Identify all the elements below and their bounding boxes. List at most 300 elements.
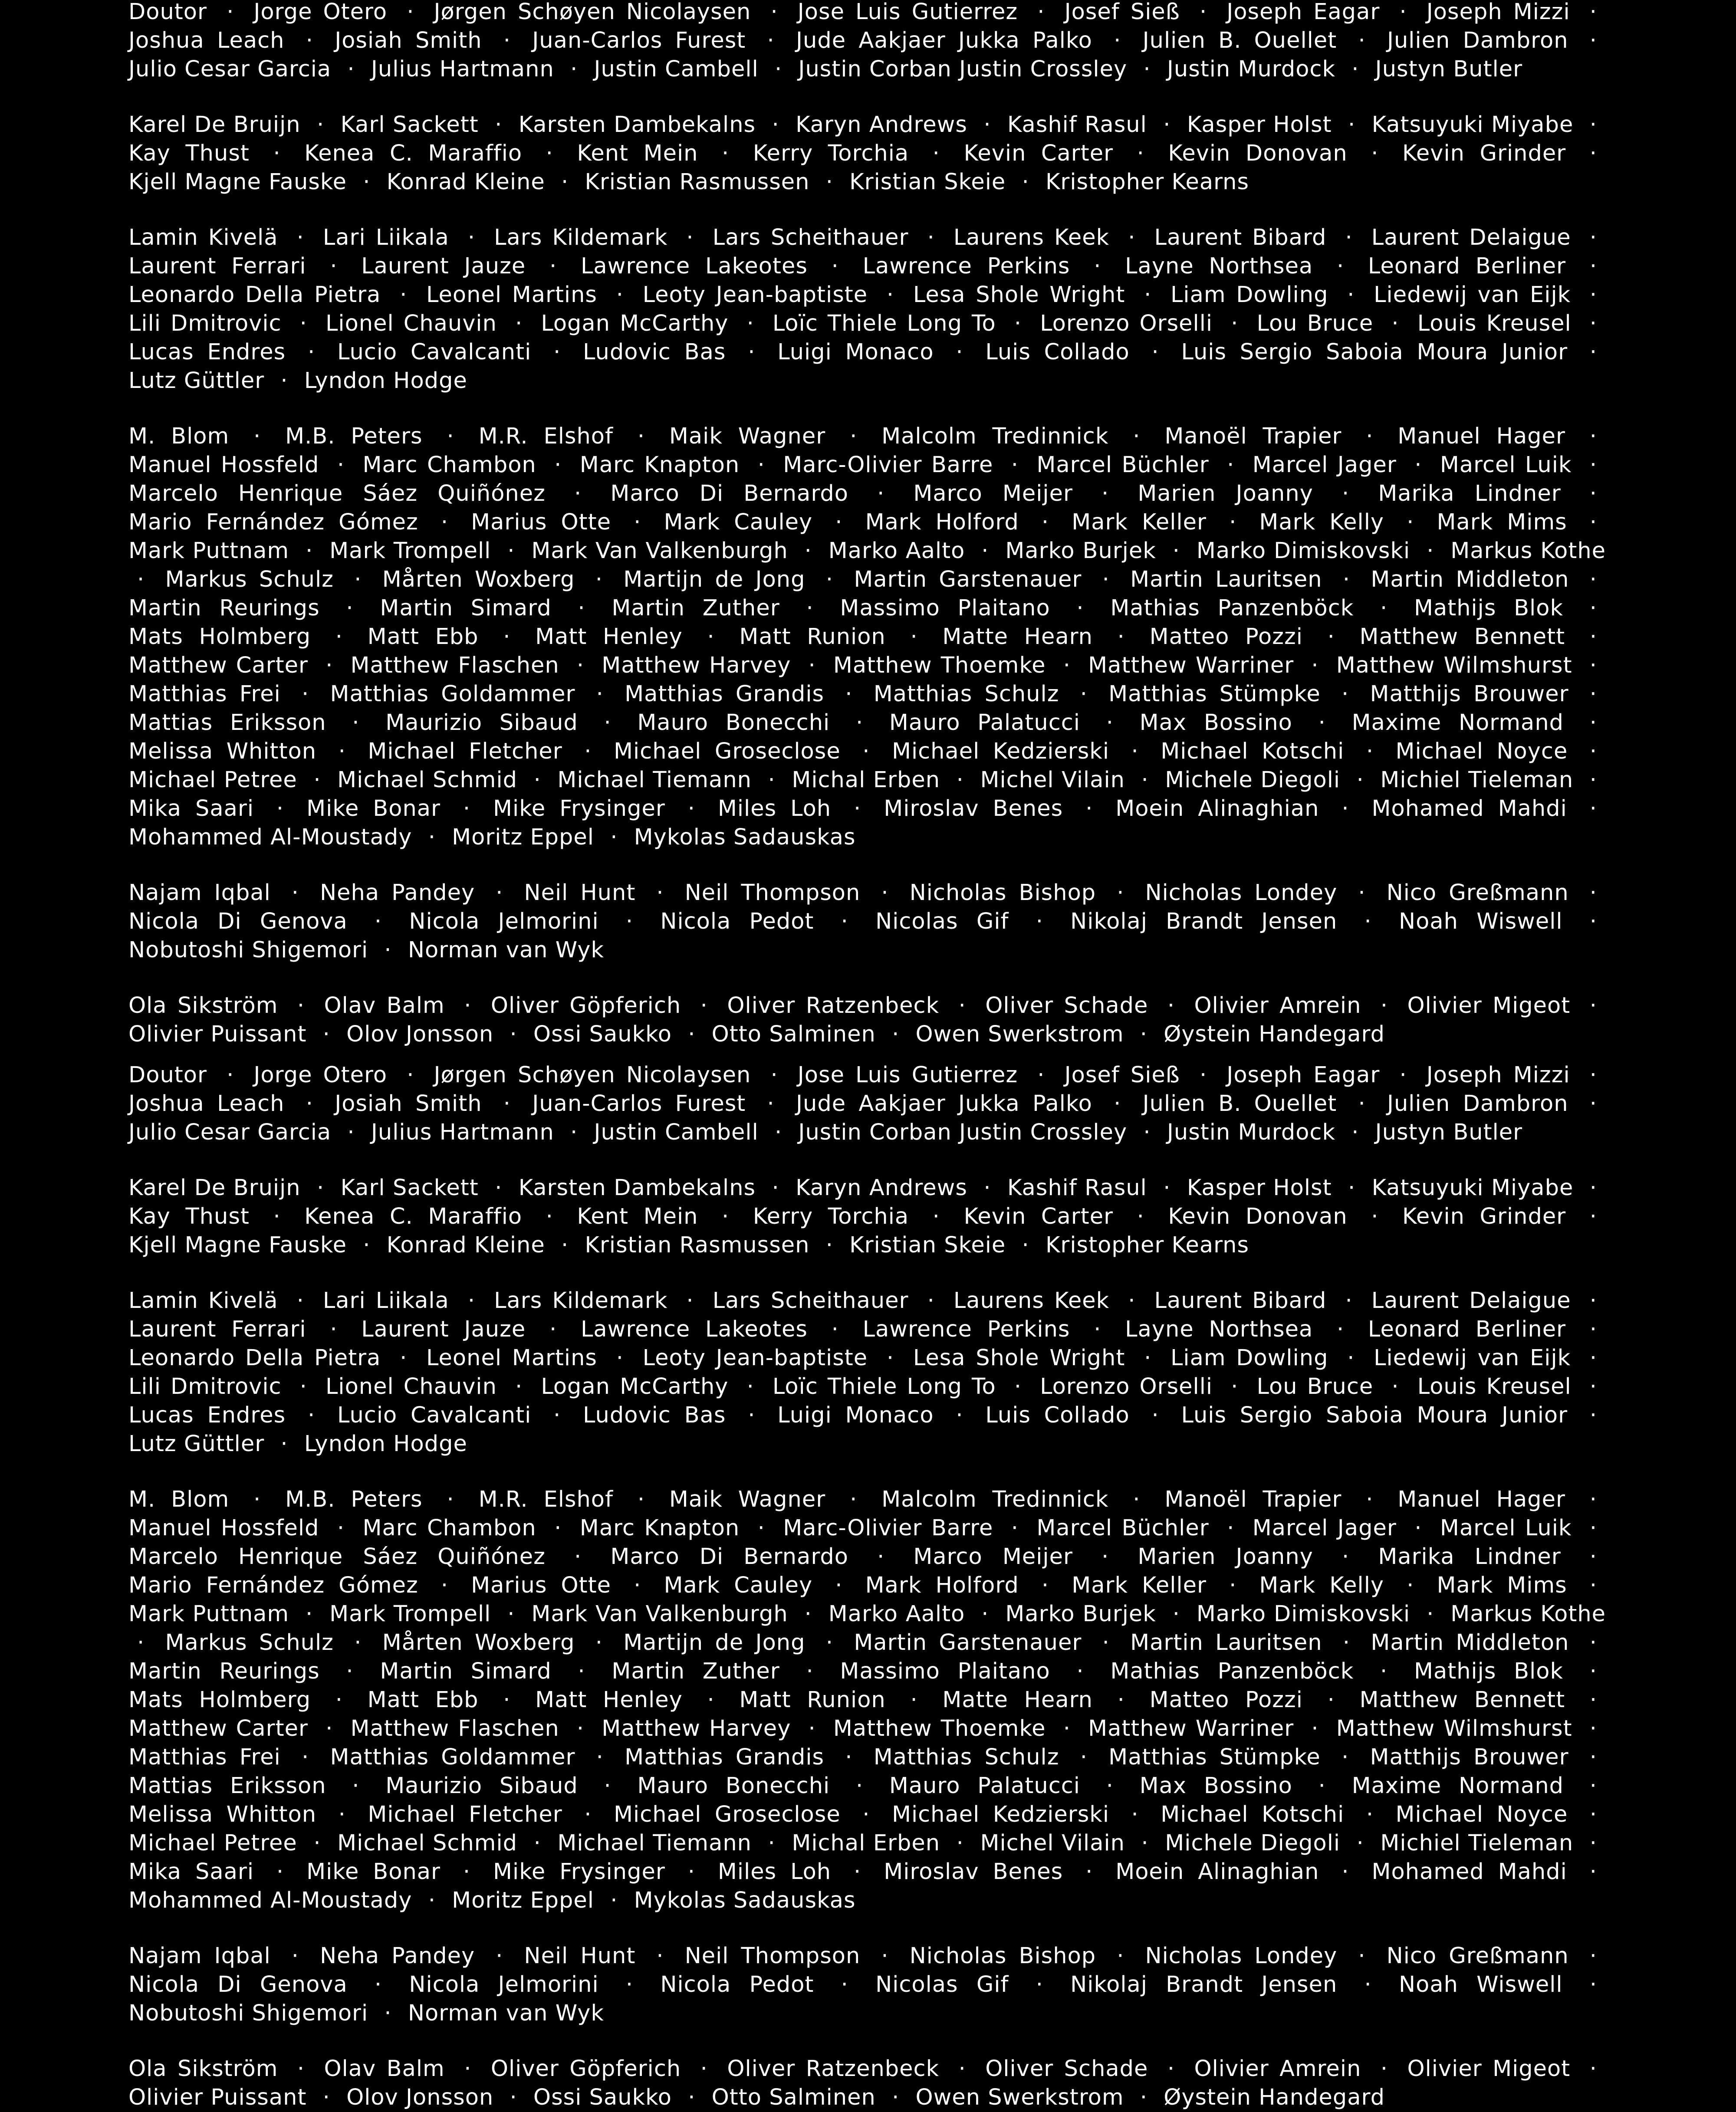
name-separator: · xyxy=(1036,909,1043,934)
name-separator: · xyxy=(1351,1120,1359,1145)
name-separator: · xyxy=(1391,311,1399,336)
name-separator: · xyxy=(1106,710,1114,736)
credit-name: Martin Middleton xyxy=(1371,1630,1569,1655)
credit-name: Mathijs Blok xyxy=(1414,1659,1564,1684)
credit-name: Michele Diegoli xyxy=(1165,767,1341,793)
name-separator: · xyxy=(595,567,603,592)
name-separator: · xyxy=(280,1431,288,1457)
credit-name: Neha Pandey xyxy=(320,1943,475,1969)
credit-name: M.R. Elshof xyxy=(478,424,613,449)
credit-name: Manuel Hager xyxy=(1397,1487,1565,1512)
credit-name: Karl Sackett xyxy=(340,112,479,138)
credit-name: Marko Burjek xyxy=(1005,538,1156,564)
name-separator: · xyxy=(825,1630,834,1655)
name-separator: · xyxy=(804,538,812,564)
credit-name: Martin Simard xyxy=(380,1659,552,1684)
credit-name: Michael Schmid xyxy=(337,1830,518,1856)
credit-name: Lyndon Hodge xyxy=(304,1431,467,1457)
credit-name: Kristian Skeie xyxy=(849,169,1006,195)
credit-name: Marika Lindner xyxy=(1378,481,1561,506)
name-separator: · xyxy=(637,424,645,449)
credit-name: Marco Di Bernardo xyxy=(610,1544,848,1570)
credit-name: Owen Swerkstrom xyxy=(915,2085,1124,2110)
name-separator: · xyxy=(515,311,523,336)
name-separator: · xyxy=(958,2056,966,2082)
credit-name: Ossi Saukko xyxy=(533,2085,672,2110)
name-separator: · xyxy=(1336,253,1345,279)
name-separator: · xyxy=(297,2056,305,2082)
name-separator: · xyxy=(886,282,894,308)
credit-name: Manoël Trapier xyxy=(1164,424,1342,449)
name-separator: · xyxy=(253,1487,261,1512)
credit-name: Neha Pandey xyxy=(320,880,475,906)
credit-name: Katsuyuki Miyabe xyxy=(1371,112,1574,138)
credit-name: Julio Cesar Garcia xyxy=(128,56,332,82)
name-separator: · xyxy=(307,339,316,365)
credit-name: Neil Hunt xyxy=(524,880,636,906)
name-separator: · xyxy=(1128,1288,1136,1314)
credit-name: Lili Dmitrovic xyxy=(128,1374,282,1399)
name-separator: · xyxy=(553,339,561,365)
credit-name: Julius Hartmann xyxy=(371,1120,554,1145)
credit-name: Michael Noyce xyxy=(1395,1802,1568,1827)
name-separator: · xyxy=(1356,1830,1364,1856)
name-separator: · xyxy=(1106,1773,1114,1799)
name-separator: · xyxy=(1163,112,1171,138)
credit-name: Nicola Jelmorini xyxy=(409,909,599,934)
name-separator: · xyxy=(932,1204,940,1229)
name-separator: · xyxy=(1229,1573,1237,1598)
name-separator: · xyxy=(553,1403,561,1428)
credit-name: Neil Hunt xyxy=(524,1943,636,1969)
name-separator: · xyxy=(656,1943,664,1969)
name-separator: · xyxy=(1227,452,1235,478)
name-separator: · xyxy=(463,1859,471,1885)
credit-name: Matthew Harvey xyxy=(602,1716,791,1741)
credit-name: Nicolas Gif xyxy=(875,909,1009,934)
name-separator: · xyxy=(1102,567,1110,592)
name-separator: · xyxy=(1151,339,1159,365)
name-separator: · xyxy=(346,1659,354,1684)
credit-name: Michael Groseclose xyxy=(613,739,841,764)
credit-name: Laurent Ferrari xyxy=(128,1317,306,1342)
name-separator: · xyxy=(1589,225,1597,250)
name-separator: · xyxy=(1318,1773,1326,1799)
credit-name: Marika Lindner xyxy=(1378,1544,1561,1570)
name-separator: · xyxy=(533,767,541,793)
name-separator: · xyxy=(1589,1515,1598,1541)
credit-name: Ludovic Bas xyxy=(583,1403,726,1428)
name-separator: · xyxy=(1589,1972,1598,1997)
credit-name: Nicholas Londey xyxy=(1145,1943,1338,1969)
name-separator: · xyxy=(354,567,362,592)
credit-name: Joseph Eagar xyxy=(1226,1062,1380,1088)
name-separator: · xyxy=(363,1232,371,1258)
credit-name: Justin Corban Justin Crossley xyxy=(798,1120,1128,1145)
name-separator: · xyxy=(1589,1175,1597,1201)
name-separator: · xyxy=(1589,1659,1597,1684)
credit-name: Maik Wagner xyxy=(669,424,826,449)
name-separator: · xyxy=(1341,1859,1349,1885)
credit-name: Mark Van Valkenburgh xyxy=(531,1601,788,1627)
credit-name: Matte Hearn xyxy=(942,624,1093,650)
credit-name: Lawrence Perkins xyxy=(862,1317,1070,1342)
name-separator: · xyxy=(1014,1374,1022,1399)
credit-name: Markus Kothe xyxy=(1450,538,1606,564)
credit-name: Max Bossino xyxy=(1139,710,1292,736)
credit-name: Marko Dimiskovski xyxy=(1196,538,1410,564)
credit-name: Michael Petree xyxy=(128,1830,297,1856)
credit-name: Norman van Wyk xyxy=(408,937,604,963)
name-separator: · xyxy=(721,1204,730,1229)
name-separator: · xyxy=(306,1091,313,1117)
credit-name: Matthias Schulz xyxy=(873,681,1059,707)
credit-name: Mark Trompell xyxy=(329,538,491,564)
credits-block-o-1 xyxy=(128,992,1606,1049)
credits-block-k-2 xyxy=(128,1174,1606,1260)
credit-name: Marc Knapton xyxy=(579,1515,740,1541)
name-separator: · xyxy=(335,1687,343,1713)
name-separator: · xyxy=(855,710,864,736)
credit-name: Ludovic Bas xyxy=(583,339,726,365)
credit-name: Michael Noyce xyxy=(1395,739,1568,764)
name-separator: · xyxy=(854,1859,861,1885)
name-separator: · xyxy=(1351,56,1359,82)
credit-name: Mauro Bonecchi xyxy=(637,710,830,736)
name-separator: · xyxy=(467,1288,476,1314)
name-separator: · xyxy=(1163,1175,1171,1201)
credit-name: Martin Middleton xyxy=(1371,567,1569,592)
credit-name: Markus Schulz xyxy=(165,1630,334,1655)
credit-name: Michael Schmid xyxy=(337,767,518,793)
credit-name: Layne Northsea xyxy=(1125,1317,1313,1342)
credit-name: Nicholas Bishop xyxy=(909,1943,1096,1969)
credit-name: Nico Greßmann xyxy=(1386,1943,1569,1969)
name-separator: · xyxy=(604,710,612,736)
credit-name: Melissa Whitton xyxy=(128,1802,317,1827)
credit-name: Matt Ebb xyxy=(367,1687,479,1713)
credit-name: Luis Collado xyxy=(985,1403,1130,1428)
credit-name: Marc-Olivier Barre xyxy=(783,1515,993,1541)
credit-name: Lesa Shole Wright xyxy=(913,1345,1125,1371)
credit-name: Lucas Endres xyxy=(128,1403,286,1428)
name-separator: · xyxy=(862,739,870,764)
name-separator: · xyxy=(604,1773,612,1799)
credits-block-l-2 xyxy=(128,1287,1606,1458)
name-separator: · xyxy=(1589,1687,1598,1713)
credit-name: Joshua Leach xyxy=(128,28,285,53)
name-separator: · xyxy=(688,1022,696,1047)
credit-name: Maxime Normand xyxy=(1351,1773,1564,1799)
name-separator: · xyxy=(1589,1744,1597,1770)
credit-name: Miroslav Benes xyxy=(884,796,1063,821)
credit-name: Jørgen Schøyen Nicolaysen xyxy=(434,1062,751,1088)
credit-name: Lars Scheithauer xyxy=(712,225,909,250)
name-separator: · xyxy=(825,567,834,592)
credit-name: Julien B. Ouellet xyxy=(1142,1091,1337,1117)
name-separator: · xyxy=(910,1687,918,1713)
name-separator: · xyxy=(1589,1204,1597,1229)
credit-name: Marko Aalto xyxy=(828,538,965,564)
credit-name: Matthew Bennett xyxy=(1359,1687,1565,1713)
credit-name: Marcelo Henrique Sáez Quiñónez xyxy=(128,481,546,506)
name-separator: · xyxy=(881,1943,889,1969)
name-separator: · xyxy=(850,1487,858,1512)
name-separator: · xyxy=(1589,653,1597,678)
name-separator: · xyxy=(1128,225,1136,250)
credit-name: Mohammed Al-Moustady xyxy=(128,824,412,850)
name-separator: · xyxy=(1140,1022,1147,1047)
name-separator: · xyxy=(1172,1601,1180,1627)
credit-name: Mika Saari xyxy=(128,796,254,821)
credit-name: Lars Scheithauer xyxy=(712,1288,909,1314)
name-separator: · xyxy=(1391,1374,1399,1399)
name-separator: · xyxy=(1037,1062,1045,1088)
credit-name: Karyn Andrews xyxy=(796,1175,967,1201)
name-separator: · xyxy=(610,824,618,850)
name-separator: · xyxy=(554,452,562,478)
credit-name: Leoty Jean-baptiste xyxy=(642,282,868,308)
name-separator: · xyxy=(774,1120,783,1145)
credit-name: Mathijs Blok xyxy=(1414,595,1564,621)
credit-name: Lyndon Hodge xyxy=(304,368,467,394)
name-separator: · xyxy=(510,1022,517,1047)
credit-name: Nobutoshi Shigemori xyxy=(128,937,368,963)
credit-name: Julien B. Ouellet xyxy=(1142,28,1337,53)
name-separator: · xyxy=(806,1659,814,1684)
credit-name: Michiel Tieleman xyxy=(1380,1830,1574,1856)
credit-name: Liedewij van Eijk xyxy=(1374,282,1571,308)
credit-name: Marcel Jager xyxy=(1252,1515,1397,1541)
credit-name: Neil Thompson xyxy=(684,880,861,906)
name-separator: · xyxy=(578,1659,585,1684)
name-separator: · xyxy=(1341,681,1349,707)
name-separator: · xyxy=(326,1716,333,1741)
name-separator: · xyxy=(1358,880,1366,906)
credit-name: Manuel Hossfeld xyxy=(128,1515,319,1541)
credit-name: Matthew Carter xyxy=(128,1716,308,1741)
credit-name: Justin Cambell xyxy=(594,56,759,82)
credit-name: Julien Dambron xyxy=(1387,28,1568,53)
name-separator: · xyxy=(1114,1091,1121,1117)
name-separator: · xyxy=(595,1630,603,1655)
name-separator: · xyxy=(1589,112,1597,138)
name-separator: · xyxy=(841,909,848,934)
credit-name: Mark Mims xyxy=(1437,1573,1567,1598)
name-separator: · xyxy=(1117,1943,1124,1969)
credit-name: Mark Trompell xyxy=(329,1601,491,1627)
name-separator: · xyxy=(447,1487,454,1512)
name-separator: · xyxy=(910,624,918,650)
credit-name: Kristian Rasmussen xyxy=(585,169,810,195)
credit-name: Leonel Martins xyxy=(426,1345,597,1371)
credit-name: Karl Sackett xyxy=(340,1175,479,1201)
name-separator: · xyxy=(1364,1972,1372,1997)
credit-name: Mats Holmberg xyxy=(128,1687,311,1713)
credit-name: Joseph Eagar xyxy=(1226,0,1380,25)
credit-name: Mats Holmberg xyxy=(128,624,311,650)
credit-name: Mauro Palatucci xyxy=(889,710,1080,736)
name-separator: · xyxy=(746,311,754,336)
credit-name: Luigi Monaco xyxy=(777,1403,934,1428)
name-separator: · xyxy=(854,796,861,821)
name-separator: · xyxy=(772,1175,779,1201)
name-separator: · xyxy=(1336,1317,1345,1342)
name-separator: · xyxy=(1131,1802,1139,1827)
name-separator: · xyxy=(306,538,313,564)
name-separator: · xyxy=(700,2056,708,2082)
credit-name: Laurent Delaigue xyxy=(1371,1288,1571,1314)
name-separator: · xyxy=(1022,169,1029,195)
name-separator: · xyxy=(1143,56,1151,82)
credit-name: Leonard Berliner xyxy=(1368,1317,1566,1342)
credit-name: Olov Jonsson xyxy=(346,1022,494,1047)
name-separator: · xyxy=(1341,796,1349,821)
credit-name: Michele Diegoli xyxy=(1165,1830,1341,1856)
credit-name: Justyn Butler xyxy=(1375,1120,1523,1145)
name-separator: · xyxy=(1101,1544,1109,1570)
name-separator: · xyxy=(616,1345,624,1371)
name-separator: · xyxy=(1036,1972,1043,1997)
credit-name: Mattias Eriksson xyxy=(128,710,326,736)
credit-name: Karel De Bruijn xyxy=(128,112,301,138)
credit-name: Mark Holford xyxy=(865,1573,1019,1598)
name-separator: · xyxy=(808,1716,816,1741)
name-separator: · xyxy=(1366,424,1374,449)
credit-name: Juan-Carlos Furest xyxy=(532,28,746,53)
credit-name: Matthew Warriner xyxy=(1088,653,1294,678)
credit-name: Matthias Stümpke xyxy=(1108,1744,1321,1770)
credits-block-m-1 xyxy=(128,422,1606,852)
name-separator: · xyxy=(625,1972,634,1997)
name-separator: · xyxy=(808,653,816,678)
credit-name: Lucio Cavalcanti xyxy=(337,1403,532,1428)
credit-name: Mathias Panzenböck xyxy=(1110,595,1354,621)
name-separator: · xyxy=(927,225,935,250)
credit-name: Josiah Smith xyxy=(335,28,482,53)
credit-name: Joseph Mizzi xyxy=(1426,1062,1570,1088)
credit-name: Marcelo Henrique Sáez Quiñónez xyxy=(128,1544,546,1570)
name-separator: · xyxy=(1076,1659,1084,1684)
name-separator: · xyxy=(1140,2085,1147,2110)
name-separator: · xyxy=(503,1091,511,1117)
credit-name: Mike Frysinger xyxy=(493,796,665,821)
credit-name: Moritz Eppel xyxy=(452,824,594,850)
credit-name: Marius Otte xyxy=(471,1573,612,1598)
credit-name: Matthijs Brouwer xyxy=(1370,1744,1569,1770)
credit-name: Mark Kelly xyxy=(1259,1573,1384,1598)
credit-name: M.B. Peters xyxy=(285,424,423,449)
credit-name: Lari Liikala xyxy=(322,1288,449,1314)
name-separator: · xyxy=(770,0,778,25)
name-separator: · xyxy=(330,253,338,279)
name-separator: · xyxy=(1589,739,1598,764)
credit-name: Katsuyuki Miyabe xyxy=(1371,1175,1574,1201)
credit-name: Josiah Smith xyxy=(335,1091,482,1117)
credit-name: Lorenzo Orselli xyxy=(1040,311,1213,336)
credit-name: Marc Knapton xyxy=(579,452,740,478)
credit-name: Marko Dimiskovski xyxy=(1196,1601,1410,1627)
name-separator: · xyxy=(227,0,234,25)
name-separator: · xyxy=(1167,2056,1175,2082)
name-separator: · xyxy=(515,1374,523,1399)
credit-name: Maurizio Sibaud xyxy=(385,710,578,736)
name-separator: · xyxy=(886,1345,894,1371)
credit-name: Oliver Schade xyxy=(985,2056,1148,2082)
credit-name: Massimo Plaitano xyxy=(840,1659,1050,1684)
credit-name: Mohammed Al-Moustady xyxy=(128,1888,412,1913)
credits-block-n-2 xyxy=(128,1942,1606,2028)
name-separator: · xyxy=(1131,739,1139,764)
credit-name: M. Blom xyxy=(128,424,230,449)
name-separator: · xyxy=(825,169,833,195)
name-separator: · xyxy=(1167,993,1175,1018)
credit-name: Michael Groseclose xyxy=(613,1802,841,1827)
credit-name: Marc Chambon xyxy=(362,452,536,478)
name-separator: · xyxy=(1589,1345,1598,1371)
credit-name: Konrad Kleine xyxy=(386,169,545,195)
name-separator: · xyxy=(1080,1744,1088,1770)
name-separator: · xyxy=(1589,1062,1597,1088)
credit-name: Matthew Carter xyxy=(128,653,308,678)
credit-name: Doutor xyxy=(128,1062,207,1088)
credit-name: Kristian Rasmussen xyxy=(585,1232,810,1258)
credit-name: Norman van Wyk xyxy=(408,2000,604,2026)
name-separator: · xyxy=(1589,141,1597,166)
name-separator: · xyxy=(956,339,963,365)
name-separator: · xyxy=(1011,452,1019,478)
name-separator: · xyxy=(1589,28,1597,53)
credit-name: Loïc Thiele Long To xyxy=(772,1374,996,1399)
credit-name: Kasper Holst xyxy=(1187,1175,1332,1201)
name-separator: · xyxy=(441,1573,449,1598)
name-separator: · xyxy=(1589,1630,1597,1655)
name-separator: · xyxy=(496,880,503,906)
credit-name: Matteo Pozzi xyxy=(1149,624,1303,650)
name-separator: · xyxy=(347,56,355,82)
name-separator: · xyxy=(700,993,708,1018)
credit-name: Michael Kedzierski xyxy=(891,1802,1109,1827)
name-separator: · xyxy=(804,1601,812,1627)
credit-name: Marien Joanny xyxy=(1138,1544,1313,1570)
credit-name: M. Blom xyxy=(128,1487,230,1512)
name-separator: · xyxy=(1589,595,1597,621)
name-separator: · xyxy=(596,681,604,707)
credit-name: Miles Loh xyxy=(717,796,832,821)
credit-name: Kent Mein xyxy=(577,141,698,166)
name-separator: · xyxy=(634,1573,641,1598)
name-separator: · xyxy=(1407,1573,1414,1598)
name-separator: · xyxy=(1117,624,1125,650)
name-separator: · xyxy=(1327,624,1335,650)
name-separator: · xyxy=(1589,1830,1597,1856)
credit-name: Michael Tiemann xyxy=(557,767,752,793)
name-separator: · xyxy=(625,909,634,934)
name-separator: · xyxy=(767,1091,775,1117)
name-separator: · xyxy=(510,2085,517,2110)
name-separator: · xyxy=(686,1288,694,1314)
credit-name: Malcolm Tredinnick xyxy=(881,424,1109,449)
name-separator: · xyxy=(1143,1120,1151,1145)
credit-name: Mark Keller xyxy=(1072,1573,1207,1598)
name-separator: · xyxy=(616,282,624,308)
name-separator: · xyxy=(276,1859,284,1885)
credit-name: Olivier Migeot xyxy=(1407,2056,1571,2082)
name-separator: · xyxy=(1345,1288,1353,1314)
credit-name: Marko Burjek xyxy=(1005,1601,1156,1627)
credit-name: Laurent Jauze xyxy=(361,1317,526,1342)
name-separator: · xyxy=(1366,1487,1374,1512)
